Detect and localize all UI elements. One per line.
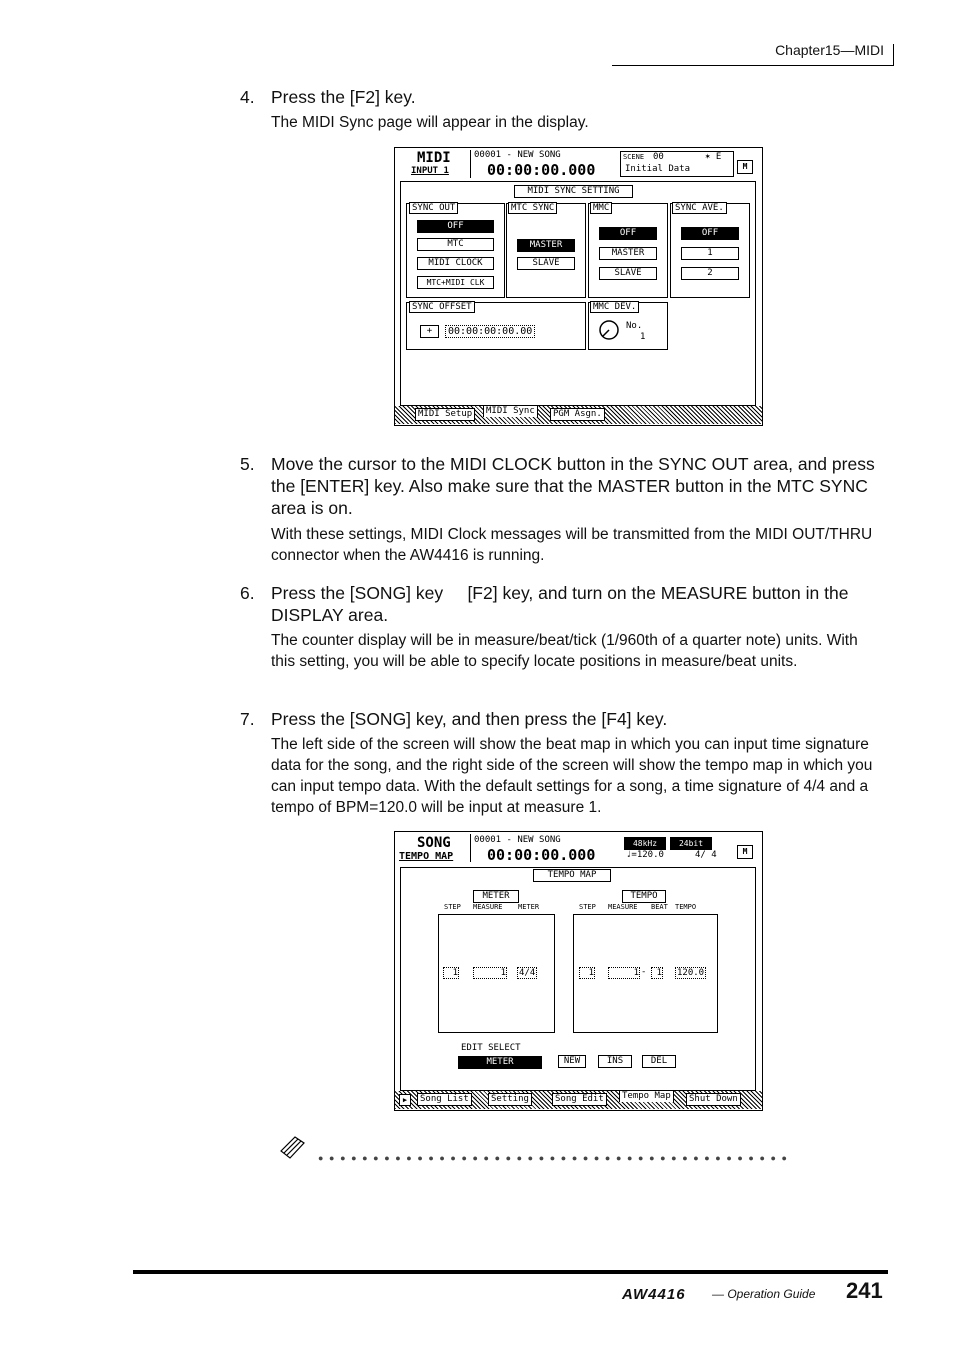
step-text: Press the [SONG] key, and then press the [F4] key.: [271, 709, 668, 729]
step-number: 7.: [240, 709, 255, 729]
sync-ave-1-button[interactable]: 1: [681, 247, 739, 260]
step-4-desc: The MIDI Sync page will appear in the display.: [271, 114, 589, 131]
edit-select-label: EDIT SELECT: [461, 1043, 521, 1053]
scene-label: SCENE: [623, 153, 645, 161]
meter-step[interactable]: 1: [443, 967, 459, 979]
step-5-desc: With these settings, MIDI Clock messages will be transmitted from the MIDI OUT/THRU connector when the AW4416 is running.: [271, 526, 873, 564]
mmc-dev-label: MMC DEV.: [590, 301, 639, 313]
offset-sign-button[interactable]: +: [420, 325, 439, 338]
scene-name: Initial Data: [625, 164, 691, 174]
knob-icon[interactable]: [598, 319, 620, 341]
tab-midi-sync[interactable]: MIDI Sync: [483, 405, 538, 417]
meter-value[interactable]: 4/4: [519, 968, 536, 978]
guide-label: — Operation Guide: [712, 1287, 816, 1301]
tab-midi-setup[interactable]: MIDI Setup: [415, 408, 475, 421]
tempo-measure[interactable]: 1: [608, 967, 640, 979]
meter-col-step: STEP: [444, 903, 461, 911]
del-button[interactable]: DEL: [642, 1055, 676, 1068]
dash-separator: -: [641, 967, 647, 977]
mmc-off-button[interactable]: OFF: [599, 227, 657, 240]
step-number: 5.: [240, 454, 255, 474]
page-number: 241: [846, 1278, 883, 1303]
tempo-beat[interactable]: 1: [651, 967, 663, 979]
step-text: Press the [SONG] key [F2] key, and turn on the MEASURE button in the DISPLAY area.: [271, 583, 849, 625]
ins-button[interactable]: INS: [598, 1055, 632, 1068]
mmc-dev-no-value: 1: [640, 332, 646, 342]
mtc-master-button[interactable]: MASTER: [517, 239, 575, 252]
sync-ave-label: SYNC AVE.: [672, 202, 727, 214]
aw4416-logo: AW4416: [622, 1286, 686, 1303]
sync-out-midi-clock-button[interactable]: MIDI CLOCK: [417, 257, 494, 270]
tab-shut-down[interactable]: Shut Down: [686, 1093, 741, 1106]
page-title: MIDI SYNC SETTING: [514, 185, 633, 198]
tab-song-list[interactable]: Song List: [417, 1093, 472, 1106]
sync-out-off-button[interactable]: OFF: [417, 220, 494, 233]
sync-out-mtc-midi-clk-button[interactable]: MTC+MIDI CLK: [417, 276, 494, 289]
step-text: Press the [F2] key.: [271, 87, 416, 107]
edit-select-meter-button[interactable]: METER: [458, 1056, 542, 1069]
tempo-col-measure: MEASURE: [608, 903, 638, 911]
header-rule: [612, 65, 894, 66]
header-tick: [893, 44, 894, 66]
play-icon[interactable]: ▶: [399, 1094, 411, 1106]
step-7-desc: The left side of the screen will show the beat map in which you can input time signature data for the song, and the right side of the screen will show the tempo map in which you can input tempo data. With the default settings for a song, a time signature of 4/4 and a tempo of BPM=120.0 will be input at measure 1.: [271, 736, 873, 816]
mmc-label: MMC: [590, 202, 612, 214]
screen-title: SONG: [417, 835, 451, 851]
mtc-sync-label: MTC SYNC: [508, 202, 557, 214]
tab-setting[interactable]: Setting: [488, 1093, 532, 1106]
midi-sync-screen: [394, 147, 763, 426]
meter-col-meter: METER: [518, 903, 540, 911]
note-pencil-icon: [278, 1133, 308, 1161]
tempo-step[interactable]: 1: [579, 967, 595, 979]
footer-rule: [133, 1270, 888, 1274]
song-name: 00001 - NEW SONG: [474, 835, 561, 845]
sync-ave-off-button[interactable]: OFF: [681, 227, 739, 240]
tempo-readout: ♩=120.0: [626, 850, 664, 860]
offset-value[interactable]: 00:00:00:00.00: [445, 325, 535, 338]
new-button[interactable]: NEW: [558, 1055, 586, 1068]
song-name: 00001 - NEW SONG: [474, 150, 561, 160]
mmc-slave-button[interactable]: SLAVE: [599, 267, 657, 280]
meter-readout: 4/ 4: [695, 850, 717, 860]
tempo-col-step: STEP: [579, 903, 596, 911]
tempo-map-screen: [394, 831, 763, 1111]
time-counter: 00:00:00.000: [487, 846, 596, 864]
screen-subtitle: INPUT 1: [411, 166, 449, 176]
tempo-value[interactable]: 120.0: [677, 968, 705, 978]
scene-number: 00: [653, 152, 664, 162]
meter-label: METER: [473, 890, 519, 903]
screen-subtitle: TEMPO MAP: [399, 851, 454, 862]
note-divider: ●●●●●●●●●●●●●●●●●●●●●●●●●●●●●●●●●●●●●●●●●●●: [318, 1153, 793, 1163]
bit-depth-badge: 24bit: [670, 837, 712, 850]
meter-icon[interactable]: M: [737, 845, 753, 859]
meter-measure[interactable]: 1: [473, 967, 507, 979]
mmc-dev-no-label: No.: [626, 321, 643, 331]
time-counter: 00:00:00.000: [487, 161, 596, 179]
meter-icon[interactable]: M: [737, 160, 753, 174]
sync-out-label: SYNC OUT: [409, 202, 458, 214]
step-number: 4.: [240, 87, 255, 107]
tempo-col-tempo: TEMPO: [675, 903, 697, 911]
tab-tempo-map[interactable]: Tempo Map: [619, 1090, 674, 1102]
scene-flag: ✶ E: [705, 152, 722, 162]
tab-pgm-asgn[interactable]: PGM Asgn.: [550, 408, 605, 421]
mmc-master-button[interactable]: MASTER: [599, 247, 657, 260]
tab-song-edit[interactable]: Song Edit: [552, 1093, 607, 1106]
tempo-label: TEMPO: [622, 890, 666, 903]
page-title: TEMPO MAP: [533, 869, 611, 882]
sync-offset-label: SYNC OFFSET: [409, 301, 475, 313]
screen-title: MIDI: [417, 150, 451, 166]
chapter-header: Chapter15—MIDI: [775, 42, 884, 58]
sample-rate-badge: 48kHz: [624, 837, 666, 850]
meter-col-measure: MEASURE: [473, 903, 503, 911]
sync-out-mtc-button[interactable]: MTC: [417, 238, 494, 251]
sync-ave-2-button[interactable]: 2: [681, 267, 739, 280]
mtc-slave-button[interactable]: SLAVE: [517, 257, 575, 270]
step-6-desc: The counter display will be in measure/beat/tick (1/960th of a quarter note) units. With this setting, you will be able to specify locate positions in measure/beat units.: [271, 632, 858, 670]
step-text: Move the cursor to the MIDI CLOCK button in the SYNC OUT area, and press the [ENTER] key. Also make sure that the MASTER button in the MTC SYNC area is on.: [271, 454, 875, 518]
step-number: 6.: [240, 583, 255, 603]
tempo-col-beat: BEAT: [651, 903, 668, 911]
